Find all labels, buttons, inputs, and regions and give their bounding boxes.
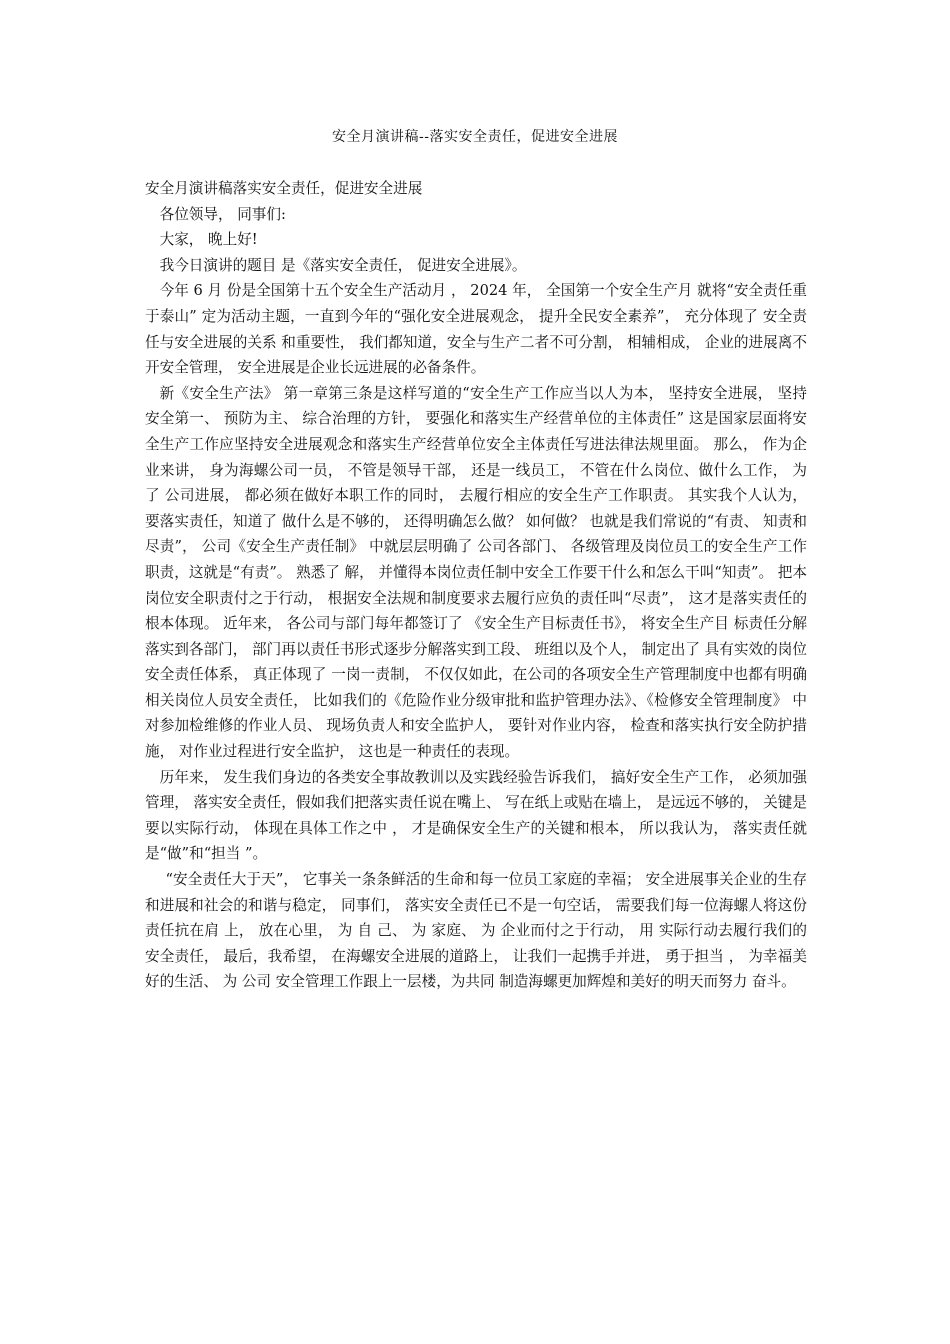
paragraph-greeting: 各位领导， 同事们: bbox=[159, 205, 286, 223]
paragraph-lessons: 历年来， 发生我们身边的各类安全事故教训以及实践经验告诉我们， 搞好安全生产工作， 必须加强管理， 落实安全责任，假如我们把落实责任说在嘴上、 写在纸上或贴在墙上， 是远远不够的， 关键是要以实际行动， 体现在具体工作之中 ， 才是确保安全生产的关键和根本， 所以我认为， 落实责任就是“做”和“担当 ”。 bbox=[145, 768, 807, 863]
document-subtitle: 安全月演讲稿落实安全责任，促进安全进展 bbox=[145, 180, 423, 197]
document-body bbox=[145, 176, 807, 995]
paragraph-safety-law: 新《安全生产法》 第一章第三条是这样写道的“安全生产工作应当以人为本， 坚持安全进展， 坚持安全第一、 预防为主、 综合治理的方针， 要强化和落实生产经营单位的主体责任” 这是国家层面将安全生产工作应坚持安全进展观念和落实生产经营单位安全主体责任写进法律法规里面。 那么， 作为企业来讲， 身为海螺公司一员， 不管是领导干部， 还是一线员工， 不管在什么岗位、做什么工作， 为了 公司进展， 都必须在做好本职工作的同时， 去履行相应的安全生产工作职责。 其实我个人认为， 要落实责任，知道了 做什么是不够的， 还得明确怎么做？ 如何做？ 也就是我们常说的“有责、 知责和尽责”， 公司《安全生产责任制》 中就层层明确了 公司各部门、 各级管理及岗位员工的安全生产工作职责，这就是“有责”。 熟悉了 解， 并懂得本岗位责任制中安全工作要干什么和怎么干叫“知责”。 把本岗位安全职责付之于行动， 根据安全法规和制度要求去履行应负的责任叫“尽责”， 这才是落实责任的根本体现。 近年来， 各公司与部门每年都签订了 《安全生产目标责任书》， 将安全生产目 标责任分解落实到各部门， 部门再以责任书形式逐步分解落实到工段、 班组以及个人， 制定出了 具有实效的岗位安全责任体系， 真正体现了 一岗一责制， 不仅仅如此，在公司的各项安全生产管理制度中也都有明确相关岗位人员安全责任， 比如我们的《危险作业分级审批和监护管理办法》、《检修安全管理制度》 中对参加检维修的作业人员、 现场负责人和安全监护人， 要针对作业内容， 检查和落实执行安全防护措施， 对作业过程进行安全监护， 这也是一种责任的表现。 bbox=[145, 384, 807, 761]
paragraph-hello: 大家， 晚上好! bbox=[159, 231, 258, 249]
paragraph-topic: 我今日演讲的题目 是《落实安全责任， 促进安全进展》。 bbox=[159, 256, 527, 274]
document-title: 安全月演讲稿--落实安全责任，促进安全进展 bbox=[332, 129, 618, 145]
paragraph-safety-month: 今年 6 月 份是全国第十五个安全生产活动月 ， 2024 年， 全国第一个安全生产月 就将“安全责任重于泰山” 定为活动主题，一直到今年的“强化安全进展观念， 提升全民安全素养”， 充分体现了 安全责任与安全进展的关系 和重要性， 我们都知道，安全与生产二者不可分割， 相辅相成， 企业的进展离不开安全管理， 安全进展是企业长远进展的必备条件。 bbox=[145, 282, 807, 377]
paragraph-conclusion: “安全责任大于天”， 它事关一条条鲜活的生命和每一位员工家庭的幸福； 安全进展事关企业的生存和进展和社会的和谐与稳定， 同事们， 落实安全责任已不是一句空话， 需要我们每一位海螺人将这份责任抗在肩 上， 放在心里， 为 自 己、 为 家庭、 为 企业而付之于行动， 用 实际行动去履行我们的安全责任， 最后，我希望， 在海螺安全进展的道路上， 让我们一起携手并进， 勇于担当 ， 为幸福美好的生活、 为 公司 安全管理工作跟上一层楼，为共同 制造海螺更加辉煌和美好的明天而努力 奋斗。 bbox=[145, 871, 807, 991]
